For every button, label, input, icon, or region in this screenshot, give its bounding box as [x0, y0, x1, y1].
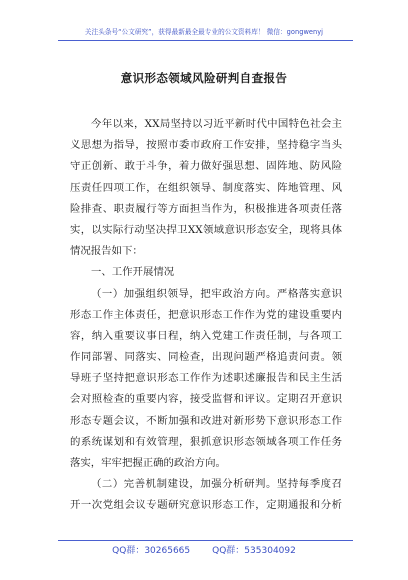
body-line: 的系统谋划和有效管理，狠抓意识形态领域各项工作任务: [70, 435, 342, 448]
document-title: 意识形态领域风险研判自查报告: [120, 71, 288, 85]
body-line: 导班子坚持把意识形态工作作为述职述廉报告和民主生活: [70, 372, 342, 385]
body-line: 情况报告如下：: [70, 245, 143, 258]
body-line: 形态工作主体责任，把意识形态工作作为党的建设重要内: [70, 308, 342, 321]
body-line: 守正创新、敢于斗争，着力做好强思想、固阵地、防风险: [70, 160, 342, 173]
section-heading: 一、工作开展情况: [91, 266, 175, 279]
body-line: （二）完善机制建设，加强分析研判。坚持每季度召: [91, 478, 342, 491]
header-divider: [58, 40, 353, 41]
body-line: 落实，牢牢把握正确的政治方向。: [70, 457, 226, 469]
header-banner: 关注头条号“公文研究”，获得最新最全最专业的公文资料库！ 微信：gongwenyj: [84, 28, 324, 36]
body-line: 压责任四项工作，在组织领导、制度落实、阵地管理、风: [70, 181, 342, 194]
document-body: [70, 114, 342, 517]
body-line: 容，纳入重要议事日程，纳入党建工作责任制，与各项工: [70, 329, 342, 342]
body-line: 开一次党组会议专题研究意识形态工作，定期通报和分析: [70, 499, 342, 512]
body-line: 险排查、职责履行等方面担当作为，积极推进各项责任落: [70, 202, 342, 215]
body-line: 义思想为指导，按照市委市政府工作安排，坚持稳字当头: [70, 139, 342, 152]
body-line: （一）加强组织领导，把牢政治方向。严格落实意识: [91, 287, 342, 300]
body-line: 形态专题会议，不断加强和改进对新形势下意识形态工作: [70, 414, 342, 427]
footer-qq-group-1: QQ群：30265665: [112, 546, 191, 556]
body-line: 会对照检查的重要内容，接受监督和评议。定期召开意识: [70, 393, 342, 406]
body-line: 今年以来，XX局坚持以习近平新时代中国特色社会主: [91, 118, 342, 130]
body-line: 作同部署、同落实、同检查，出现问题严格追责问责。领: [70, 351, 342, 364]
footer-divider: [58, 540, 353, 541]
body-line: 实，以实际行动坚决捍卫XX领域意识形态安全，现将具体: [70, 223, 342, 236]
footer-contacts: [0, 543, 408, 556]
footer-qq-group-2: QQ群：535304092: [212, 546, 296, 556]
